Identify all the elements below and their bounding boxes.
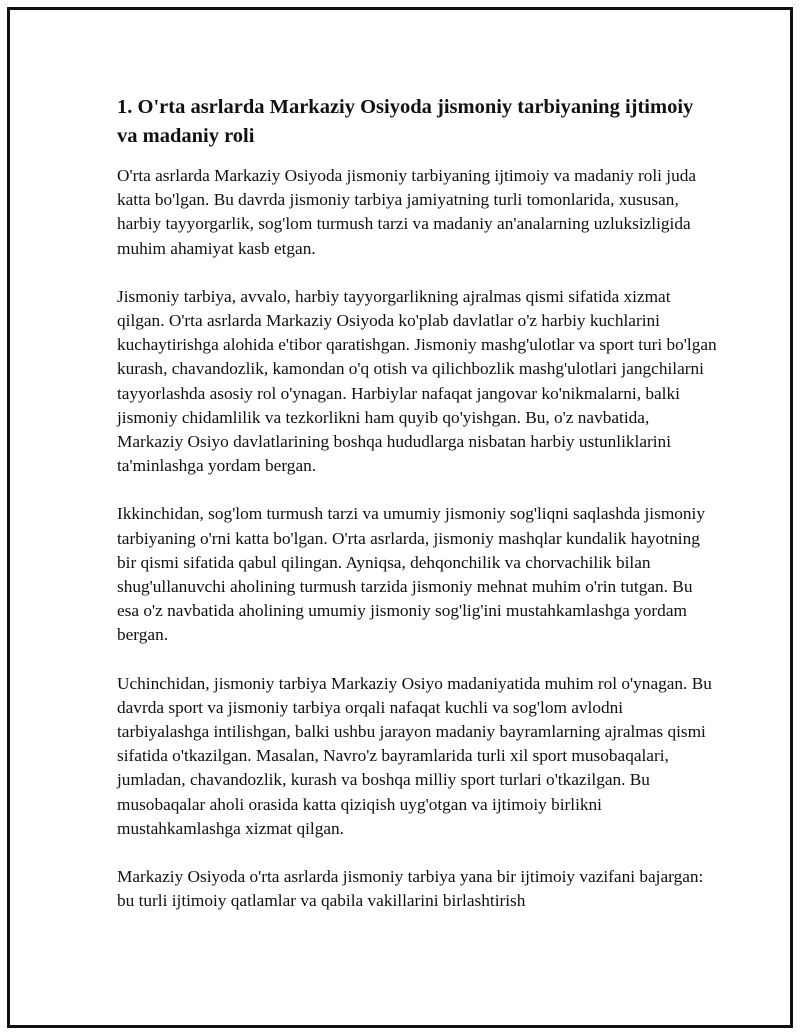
paragraph-social-function: Markaziy Osiyoda o'rta asrlarda jismoniy tarbiya yana bir ijtimoiy vazifani bajargan: bu turli ijtimoiy qatlamlar va qabila vakillarini birlashtirish (117, 867, 704, 911)
paragraph-culture: Uchinchidan, jismoniy tarbiya Markaziy Osiyo madaniyatida muhim rol o'ynagan. Bu davrda sport va jismoniy tarbiya orqali nafaqat kuchli va sog'lom avlodni tarbiyalashga intilishgan, balki ushbu jarayon madaniy bayramlarning ajralmas qismi sifatida o'tkazilgan. Masalan, Navro'z bayramlarida turli xil sport musobaqalari, jumladan, chavandozlik, kurash va boshqa milliy sport turlari o'tkazilgan. Bu musobaqalar aholi orasida katta qiziqish uyg'otgan va ijtimoiy birlikni mustahkamlashga xizmat qilgan. (117, 673, 712, 838)
paragraph-healthy-lifestyle: Ikkinchidan, sog'lom turmush tarzi va umumiy jismoniy sog'liqni saqlashda jismoniy tarbiyaning o'rni katta bo'lgan. O'rta asrlarda, jismoniy mashqlar kundalik hayotning bir qismi sifatida qabul qilingan. Ayniqsa, dehqonchilik va chorvachilik bilan shug'ullanuvchi aholining turmush tarzida jismoniy mehnat muhim o'rin tutgan. Bu esa o'z navbatida aholining umumiy jismoniy sog'lig'ini mustahkamlashga yordam bergan. (117, 504, 705, 645)
paragraph-military-training: Jismoniy tarbiya, avvalo, harbiy tayyorgarlikning ajralmas qismi sifatida xizmat qilgan. O'rta asrlarda Markaziy Osiyoda ko'plab davlatlar o'z harbiy kuchlarini kuchaytirishga alohida e'tibor qaratishgan. Jismoniy mashg'ulotlar va sport turi bo'lgan kurash, chavandozlik, kamondan o'q otish va qilichbozlik mashg'ulotlari jangchilarni tayyorlashda asosiy rol o'ynagan. Harbiylar nafaqat jangovar ko'nikmalarni, balki jismoniy chidamlilik va tezkorlikni ham quyib qo'yishgan. Bu, o'z navbatida, Markaziy Osiyo davlatlarining boshqa hududlarga nisbatan harbiy ustunliklarini ta'minlashga yordam bergan. (117, 286, 717, 476)
document-body (117, 93, 717, 937)
section-heading: 1. O'rta asrlarda Markaziy Osiyoda jismoniy tarbiyaning ijtimoiy va madaniy roli (117, 96, 694, 147)
paragraph-intro: O'rta asrlarda Markaziy Osiyoda jismoniy tarbiyaning ijtimoiy va madaniy roli juda katta bo'lgan. Bu davrda jismoniy tarbiya jamiyatning turli tomonlarida, xususan, harbiy tayyorgarlik, sog'lom turmush tarzi va madaniy an'analarning uzluksizligida muhim ahamiyat kasb etgan. (117, 166, 697, 258)
